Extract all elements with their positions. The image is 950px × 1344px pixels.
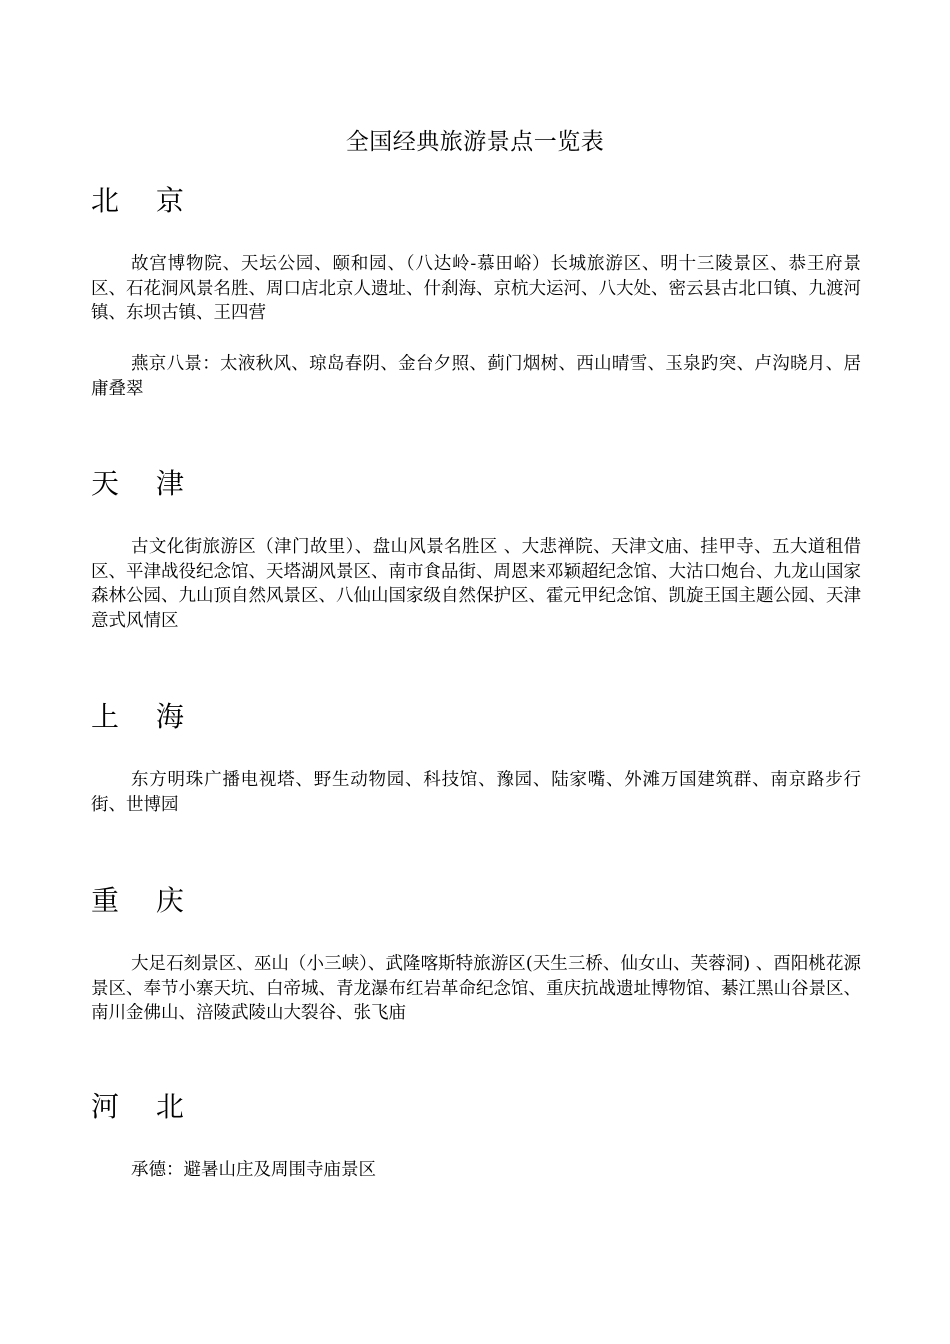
paragraph-tianjin-sights: 古文化街旅游区（津门故里）、盘山风景名胜区 、大悲禅院、天津文庙、挂甲寺、五大道租借区、平津战役纪念馆、天塔湖风景区、南市食品街、周恩来邓颖超纪念馆、大沽口炮台、九龙山国家森林公园、九山顶自然风景区、八仙山国家级自然保护区、霍元甲纪念馆、凯旋王国主题公园、天津意式风情区	[91, 537, 861, 631]
paragraph-shanghai-sights: 东方明珠广播电视塔、野生动物园、科技馆、豫园、陆家嘴、外滩万国建筑群、南京路步行街、世博园	[91, 770, 861, 815]
section-heading-shanghai: 上 海	[91, 700, 198, 733]
section-heading-tianjin: 天 津	[91, 467, 198, 500]
paragraph-chongqing-sights: 大足石刻景区、巫山（小三峡）、武隆喀斯特旅游区(天生三桥、仙女山、芙蓉洞) 、酉阳桃花源景区、奉节小寨天坑、白帝城、青龙瀑布红岩革命纪念馆、重庆抗战遗址博物馆、綦江黑山谷景区、南川金佛山、涪陵武陵山大裂谷、张飞庙	[91, 954, 861, 1023]
paragraph-hebei-sights: 承德：避暑山庄及周围寺庙景区	[131, 1160, 376, 1180]
document-title: 全国经典旅游景点一览表	[345, 129, 605, 155]
section-heading-beijing: 北 京	[91, 184, 198, 217]
section-heading-hebei: 河 北	[91, 1090, 198, 1123]
paragraph-beijing-sights: 故宫博物院、天坛公园、颐和园、（八达岭-慕田峪）长城旅游区、明十三陵景区、恭王府景区、石花洞风景名胜、周口店北京人遗址、什刹海、京杭大运河、八大处、密云县古北口镇、九渡河镇、东坝古镇、王四营	[91, 254, 861, 323]
paragraph-beijing-eight-views: 燕京八景：太液秋风、琼岛春阴、金台夕照、蓟门烟树、西山晴雪、玉泉趵突、卢沟晓月、居庸叠翠	[91, 354, 861, 399]
section-heading-chongqing: 重 庆	[91, 884, 198, 917]
